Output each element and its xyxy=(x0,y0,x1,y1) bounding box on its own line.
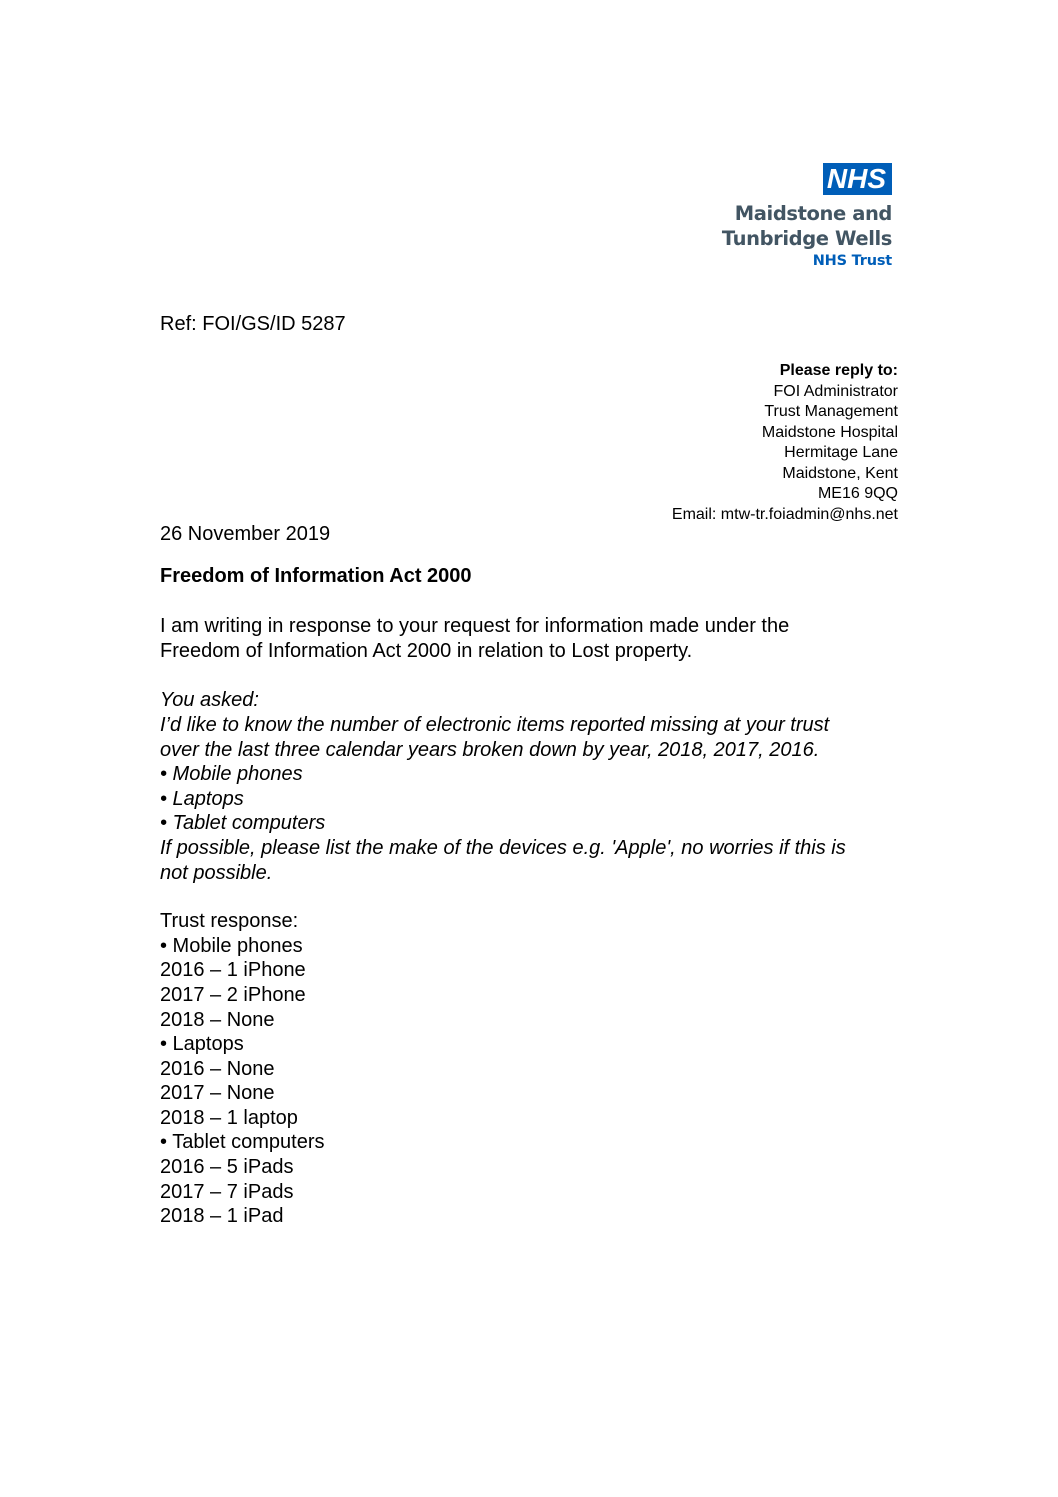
org-name-line-1: Maidstone and xyxy=(734,202,892,225)
address-line: Trust Management xyxy=(764,403,898,420)
question-line: If possible, please list the make of the devices e.g. 'Apple', no worries if this is xyxy=(160,836,846,859)
intro-line: Freedom of Information Act 2000 in relation to Lost property. xyxy=(160,639,693,662)
response-line: 2017 – 2 iPhone xyxy=(160,983,306,1006)
address-line: Maidstone Hospital xyxy=(761,423,898,441)
response-line: 2016 – 1 iPhone xyxy=(160,959,306,982)
reference-number: Ref: FOI/GS/ID 5287 xyxy=(160,313,346,335)
question-line: • Tablet computers xyxy=(160,812,326,835)
question-line: over the last three calendar years broken down by year, 2018, 2017, 2016. xyxy=(160,738,820,761)
address-line: FOI Administrator xyxy=(773,382,898,400)
org-name-line-3: NHS Trust xyxy=(812,253,892,269)
act-title: Freedom of Information Act 2000 xyxy=(160,564,472,587)
question-line: • Laptops xyxy=(160,787,244,810)
question-line: You asked: xyxy=(160,689,259,712)
address-line: ME16 9QQ xyxy=(817,485,898,502)
letter-date: 26 November 2019 xyxy=(160,523,331,545)
response-line: • Mobile phones xyxy=(160,934,303,957)
response-heading: Trust response: xyxy=(160,910,299,933)
response-line: 2018 – 1 iPad xyxy=(160,1205,284,1228)
reply-heading: Please reply to: xyxy=(779,362,898,379)
response-line: 2016 – 5 iPads xyxy=(160,1156,294,1179)
intro-line: I am writing in response to your request for information made under the xyxy=(160,615,790,638)
question-paragraph xyxy=(160,688,900,885)
question-line: not possible. xyxy=(160,861,273,884)
response-line: 2017 – 7 iPads xyxy=(160,1180,294,1203)
response-line: 2017 – None xyxy=(160,1082,275,1105)
address-line: Hermitage Lane xyxy=(784,444,898,461)
intro-paragraph xyxy=(160,614,900,663)
nhs-badge: NHS xyxy=(823,163,892,195)
reply-address xyxy=(672,361,898,525)
email-line: Email: mtw-tr.foiadmin@nhs.net xyxy=(671,505,898,523)
response-line: • Tablet computers xyxy=(160,1131,325,1154)
address-line: Maidstone, Kent xyxy=(782,464,898,482)
question-line: • Mobile phones xyxy=(160,763,303,786)
response-paragraph xyxy=(160,909,900,1229)
response-line: 2018 – None xyxy=(160,1008,275,1031)
response-line: 2016 – None xyxy=(160,1057,275,1080)
response-line: 2018 – 1 laptop xyxy=(160,1106,298,1129)
nhs-trust-logo xyxy=(722,163,892,271)
letter-body xyxy=(160,522,900,1229)
org-name-line-2: Tunbridge Wells xyxy=(721,227,892,250)
question-line: I’d like to know the number of electronic items reported missing at your trust xyxy=(160,713,830,736)
response-line: • Laptops xyxy=(160,1033,244,1056)
